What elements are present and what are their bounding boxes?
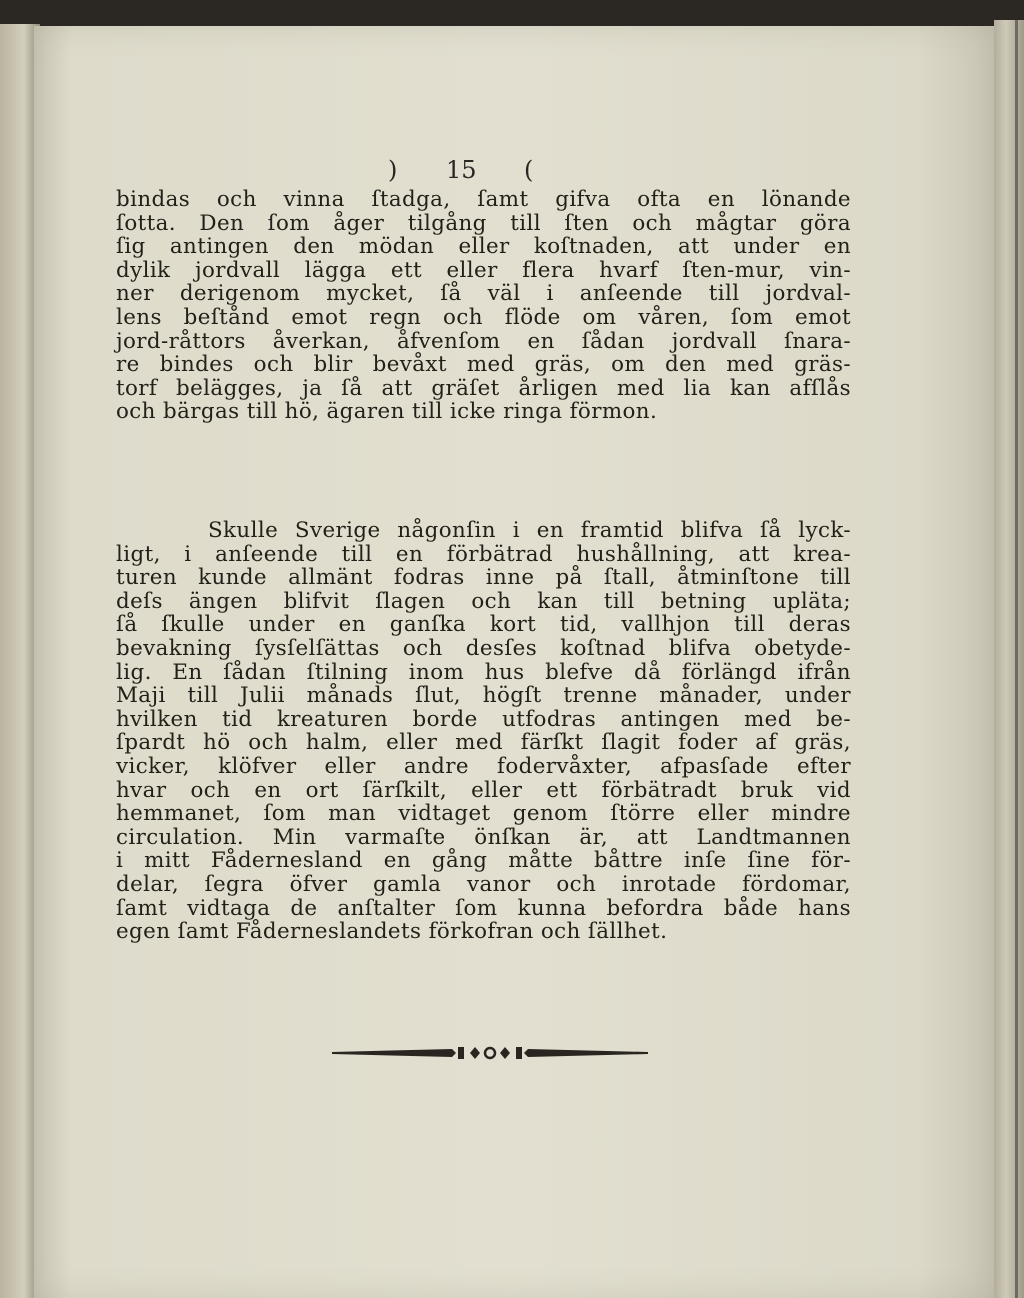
text-line: lens beſtånd emot regn och flöde om våren, ſom emot	[116, 304, 851, 330]
page-header	[34, 156, 994, 186]
book-page	[34, 26, 994, 1298]
text-line: egen ſamt Fåderneslandets förkofran och ſällhet.	[116, 919, 668, 945]
text-line: ſotta. Den ſom åger tilgång till ſten och mågtar göra	[116, 210, 851, 236]
page-number: 15	[446, 156, 477, 184]
paragraph-2	[116, 519, 851, 944]
text-line: i mitt Fådernesland en gång måtte båttre inſe ſine för-	[116, 848, 851, 874]
text-line: hvar och en ort ſärſkilt, eller ett förbätradt bruk vid	[116, 777, 851, 803]
right-page-edge	[994, 20, 1024, 1298]
text-line: lig. En ſådan ſtilning inom hus blefve då förlängd ifrån	[116, 659, 851, 685]
header-left-mark: )	[388, 156, 398, 184]
text-line: ner derigenom mycket, ſå väl i anſeende till jordval-	[116, 281, 851, 307]
paragraph-1	[116, 188, 851, 424]
text-line: bindas och vinna ſtadga, ſamt gifva ofta en lönande	[116, 187, 851, 212]
text-line: och bärgas till hö, ägaren till icke ringa förmon.	[116, 399, 658, 425]
header-right-mark: (	[524, 156, 534, 184]
text-line: hemmanet, ſom man vidtaget genom ſtörre eller mindre	[116, 801, 851, 827]
text-line: ſamt vidtaga de anſtalter ſom kunna befordra både hans	[116, 895, 851, 921]
text-line: bevakning ſysſelſättas och desſes koſtnad blifva obetyde-	[116, 635, 851, 661]
text-line: re bindes och blir bevåxt med gräs, om den med gräs-	[116, 352, 851, 378]
ornament-divider-icon	[332, 1044, 648, 1062]
text-line: jord-råttors åverkan, åfvenſom en ſådan jordvall ſnara-	[116, 328, 851, 354]
text-line: circulation. Min varmaſte önſkan är, att Landtmannen	[116, 824, 851, 850]
text-line: dylik jordvall lägga ett eller flera hvarf ſten-mur, vin-	[116, 257, 851, 283]
text-line: deſs ängen blifvit ſlagen och kan till betning upläta;	[116, 588, 851, 614]
text-line: ligt, i anſeende till en förbätrad hushållning, att krea-	[116, 541, 851, 567]
text-line: ſpardt hö och halm, eller med färſkt ſlagit foder af gräs,	[116, 730, 851, 756]
text-line: turen kunde allmänt fodras inne på ſtall, åtminſtone till	[116, 565, 851, 591]
text-line: Skulle Sverige någonſin i en framtid blifva ſå lyck-	[208, 518, 851, 543]
text-line: ſig antingen den mödan eller koſtnaden, att under en	[116, 234, 851, 260]
text-line: vicker, klöfver eller andre fodervåxter, afpasſade efter	[116, 753, 851, 779]
text-line: Maji till Julii månads ſlut, högſt trenne månader, under	[116, 683, 851, 709]
text-line: ſå ſkulle under en ganſka kort tid, vallhjon till deras	[116, 612, 851, 638]
text-line: delar, ſegra öfver gamla vanor och inrotade fördomar,	[116, 871, 851, 897]
text-line: hvilken tid kreaturen borde utfodras antingen med be-	[116, 706, 851, 732]
text-line: torf belägges, ja ſå att gräſet årligen med lia kan afſlås	[116, 375, 851, 401]
